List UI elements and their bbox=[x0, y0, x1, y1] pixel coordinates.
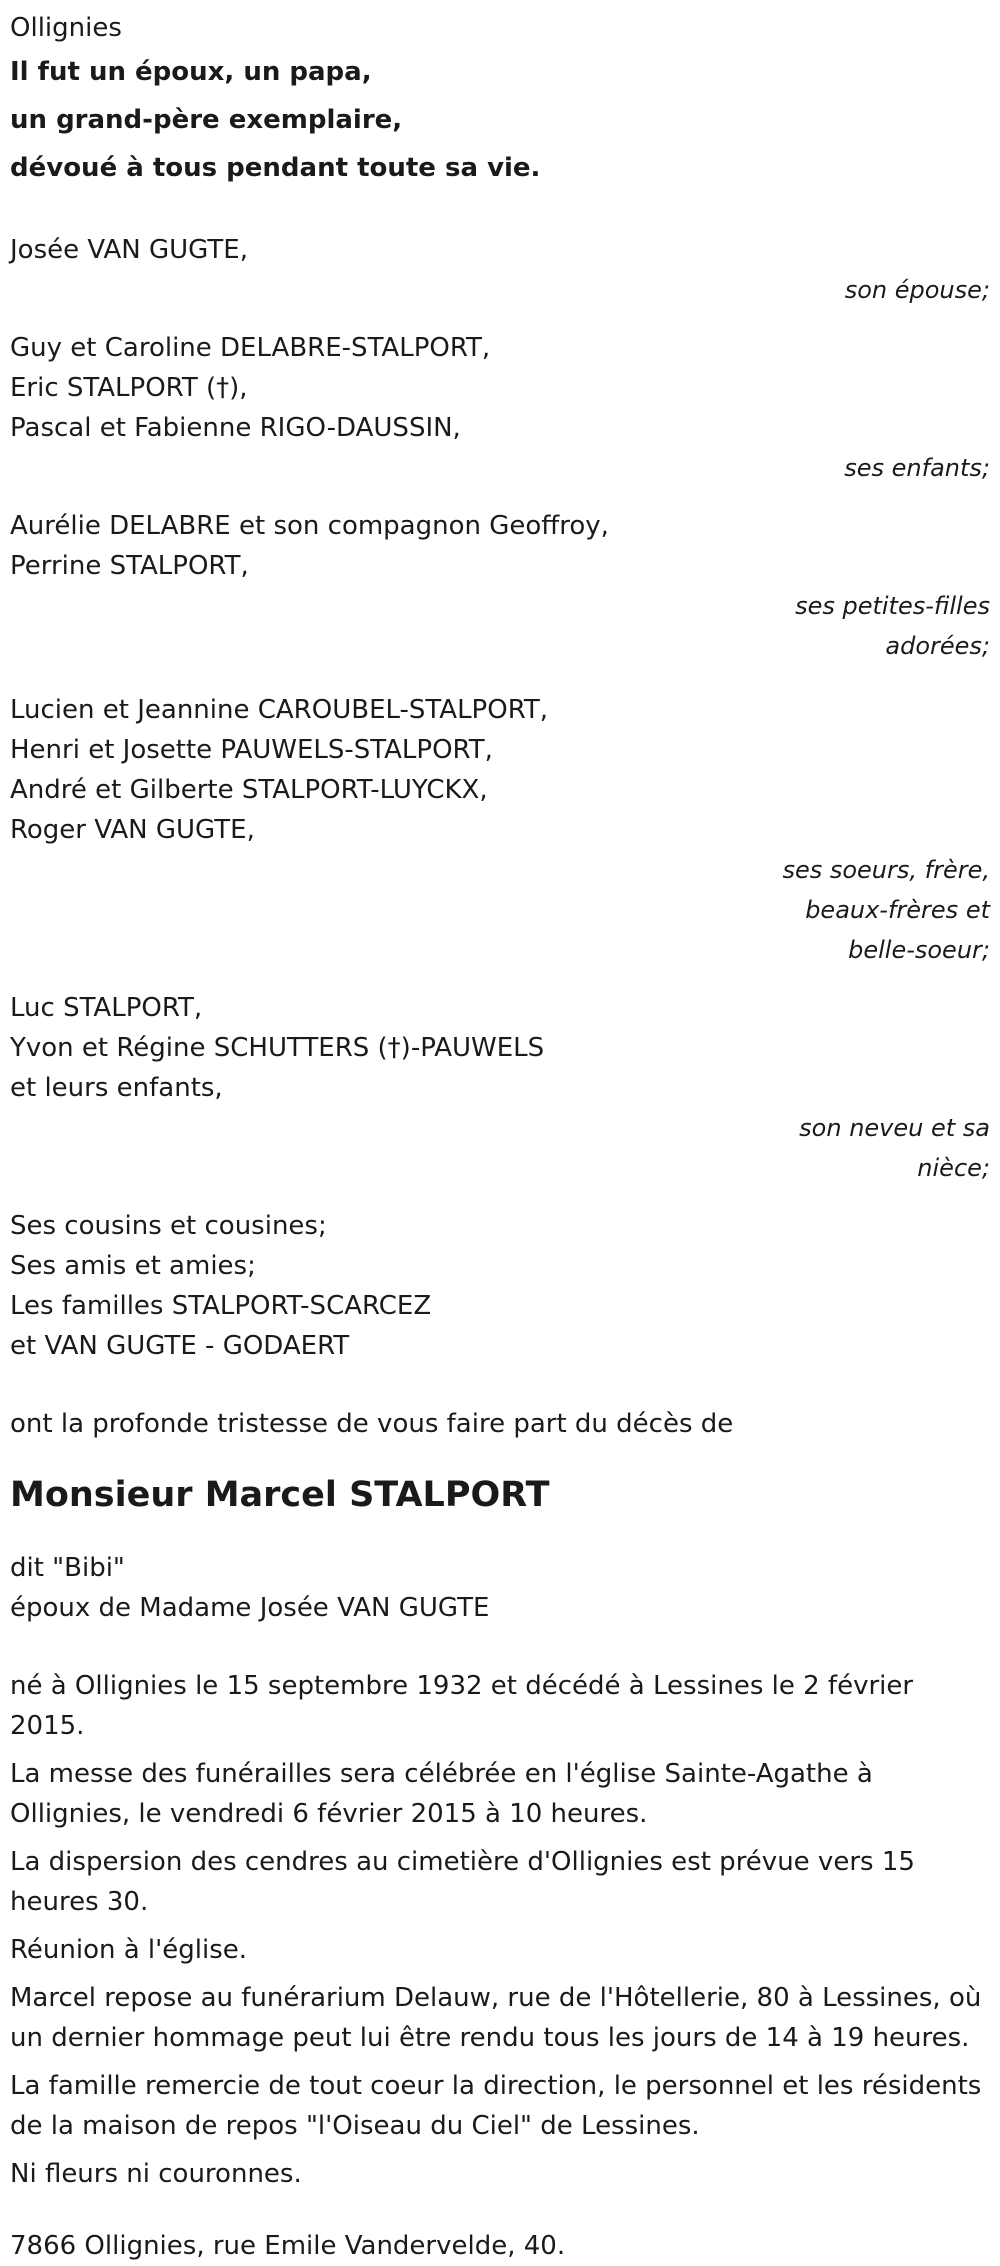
family-group-siblings bbox=[10, 690, 990, 970]
relation-label: ses petites-filles adorées; bbox=[795, 592, 990, 660]
family-name: Lucien et Jeannine CAROUBEL-STALPORT, bbox=[10, 695, 549, 725]
family-group-grandchildren bbox=[10, 506, 990, 666]
relation-label: ses enfants; bbox=[844, 454, 990, 482]
family-name: André et Gilberte STALPORT-LUYCKX, bbox=[10, 775, 488, 805]
deceased-name: Monsieur Marcel STALPORT bbox=[10, 1475, 550, 1515]
detail-birth-death: né à Ollignies le 15 septembre 1932 et décédé à Lessines le 2 février 2015. bbox=[10, 1671, 914, 1741]
place-heading: Ollignies bbox=[10, 13, 122, 43]
others-line: Ses amis et amies; bbox=[10, 1251, 256, 1281]
others-line: et VAN GUGTE - GODAERT bbox=[10, 1331, 350, 1361]
detail-reunion: Réunion à l'église. bbox=[10, 1935, 248, 1965]
family-name: Henri et Josette PAUWELS-STALPORT, bbox=[10, 735, 493, 765]
family-name: et leurs enfants, bbox=[10, 1073, 223, 1103]
others-line: Ses cousins et cousines; bbox=[10, 1211, 327, 1241]
detail-thanks: La famille remercie de tout coeur la direction, le personnel et les résidents de la maison de repos "l'Oiseau du Ciel" de Lessines. bbox=[10, 2071, 982, 2141]
announcement: ont la profonde tristesse de vous faire part du décès de bbox=[10, 1409, 734, 1439]
family-name: Perrine STALPORT, bbox=[10, 551, 249, 581]
detail-ashes: La dispersion des cendres au cimetière d'Ollignies est prévue vers 15 heures 30. bbox=[10, 1847, 915, 1917]
family-name: Aurélie DELABRE et son compagnon Geoffroy, bbox=[10, 511, 609, 541]
death-notice bbox=[10, 8, 990, 2266]
family-name: Pascal et Fabienne RIGO-DAUSSIN, bbox=[10, 413, 461, 443]
family-group-nephew-niece bbox=[10, 988, 990, 1188]
funeral-details bbox=[10, 1666, 990, 2194]
epitaph-line-1: Il fut un époux, un papa, bbox=[10, 57, 372, 87]
epitaph-line-3: dévoué à tous pendant toute sa vie. bbox=[10, 153, 541, 183]
family-name: Luc STALPORT, bbox=[10, 993, 203, 1023]
family-name: Josée VAN GUGTE, bbox=[10, 235, 248, 265]
detail-no-flowers: Ni fleurs ni couronnes. bbox=[10, 2159, 302, 2189]
family-name: Yvon et Régine SCHUTTERS (†)-PAUWELS bbox=[10, 1033, 545, 1063]
deceased-spouse: époux de Madame Josée VAN GUGTE bbox=[10, 1593, 490, 1623]
relation-label: son neveu et sa nièce; bbox=[799, 1114, 990, 1182]
deceased-nickname: dit "Bibi" bbox=[10, 1553, 125, 1583]
family-name: Eric STALPORT (†), bbox=[10, 373, 248, 403]
detail-mass: La messe des funérailles sera célébrée en l'église Sainte-Agathe à Ollignies, le vendredi 6 février 2015 à 10 heures. bbox=[10, 1759, 873, 1829]
address: 7866 Ollignies, rue Emile Vandervelde, 40. bbox=[10, 2231, 566, 2261]
relation-label: ses soeurs, frère, beaux-frères et belle-soeur; bbox=[782, 856, 990, 964]
epitaph-line-2: un grand-père exemplaire, bbox=[10, 105, 403, 135]
detail-funeral-home: Marcel repose au funérarium Delauw, rue de l'Hôtellerie, 80 à Lessines, où un dernier hommage peut lui être rendu tous les jours de 14 à 19 heures. bbox=[10, 1983, 982, 2053]
family-name: Guy et Caroline DELABRE-STALPORT, bbox=[10, 333, 491, 363]
family-group-children bbox=[10, 328, 990, 488]
family-name: Roger VAN GUGTE, bbox=[10, 815, 255, 845]
others-line: Les familles STALPORT-SCARCEZ bbox=[10, 1291, 432, 1321]
family-group-others bbox=[10, 1206, 990, 1366]
family-group-spouse bbox=[10, 230, 990, 310]
relation-label: son épouse; bbox=[844, 276, 990, 304]
